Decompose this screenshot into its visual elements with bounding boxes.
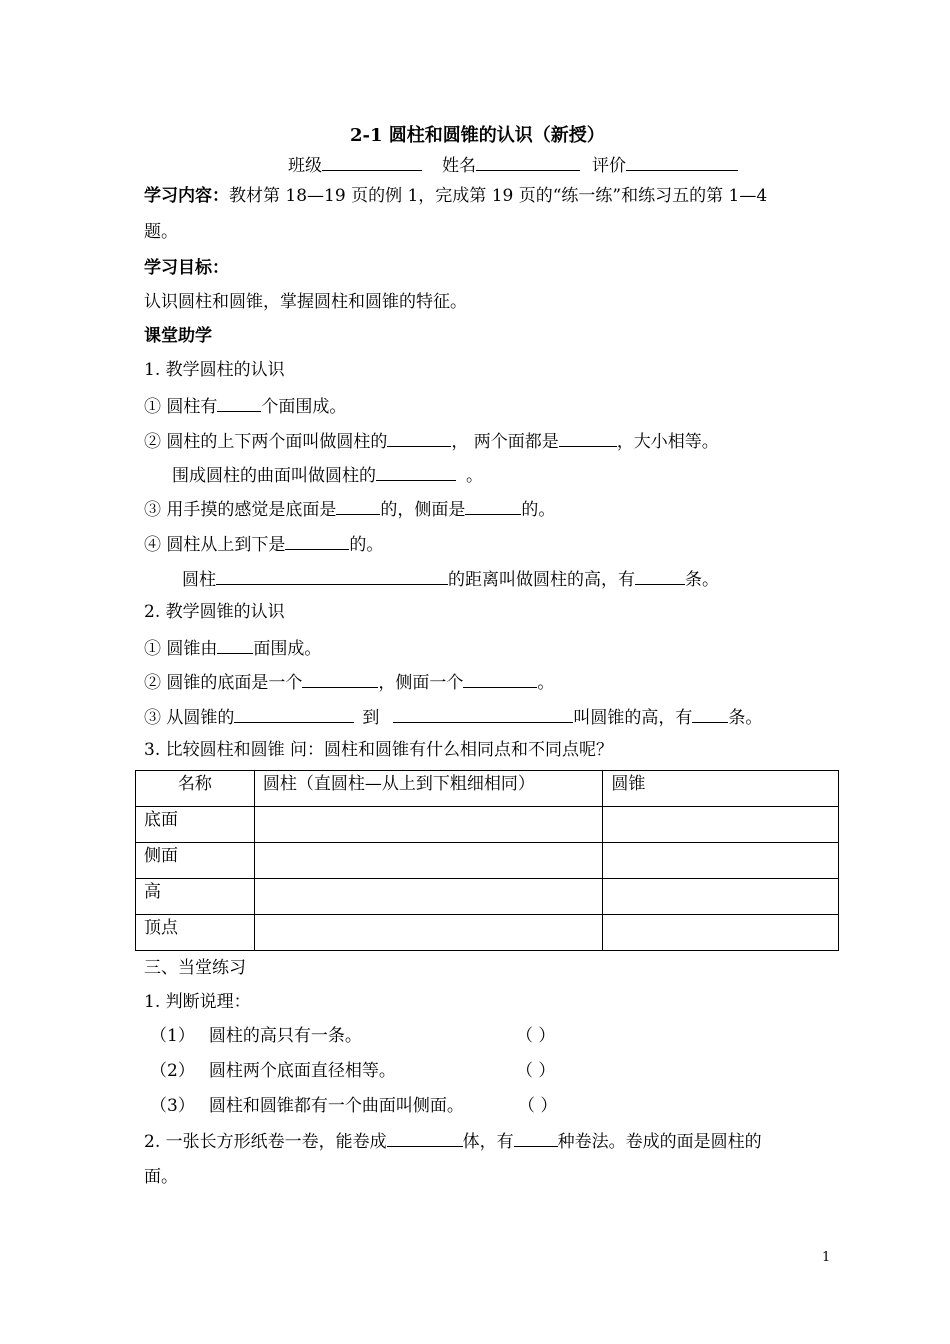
- compare-heading: 3. 比较圆柱和圆锥 问：圆柱和圆锥有什么相同点和不同点呢？: [144, 740, 614, 760]
- practice-q2-blank2[interactable]: [514, 1128, 558, 1147]
- judge-item: [150, 1024, 362, 1048]
- judge-answer-paren[interactable]: （ ）: [518, 1096, 558, 1116]
- cone-q1-text: ① 圆锥由: [144, 639, 218, 659]
- table-row: [136, 807, 839, 843]
- cone-q3-blank2[interactable]: [393, 704, 573, 723]
- table-cell-cone[interactable]: [603, 807, 839, 843]
- cylinder-q3-text-mid: 的，侧面是: [380, 500, 466, 520]
- table-row-label: 底面: [136, 807, 255, 843]
- table-cell-cylinder[interactable]: [254, 843, 602, 879]
- cone-q2-text-mid: ，侧面一个: [378, 673, 464, 693]
- page-number: 1: [822, 1250, 831, 1265]
- content-text: 教材第 18—19 页的例 1，完成第 19 页的“练一练”和练习五的第 1—4: [229, 186, 768, 206]
- cylinder-q4-blank2[interactable]: [216, 566, 448, 585]
- cone-q3-text-mid: 叫圆锥的高，有: [573, 708, 693, 728]
- content-line1: [144, 184, 767, 208]
- cone-q3: [144, 704, 762, 730]
- cone-q3-text: ③ 从圆锥的: [144, 708, 235, 728]
- cone-q1-text-end: 面围成。: [253, 639, 322, 659]
- cylinder-heading: 1. 教学圆柱的认识: [144, 360, 285, 380]
- cylinder-q1-text-end: 个面围成。: [261, 397, 347, 417]
- cylinder-q3-blank1[interactable]: [336, 496, 380, 515]
- judge-item: [150, 1059, 396, 1083]
- table-cell-cylinder[interactable]: [254, 807, 602, 843]
- practice-q2: [144, 1128, 762, 1154]
- cylinder-q4-second: [182, 566, 719, 592]
- table-cell-cone[interactable]: [603, 843, 839, 879]
- cone-q2-text-end: 。: [537, 673, 555, 693]
- cone-q1-blank[interactable]: [217, 635, 253, 654]
- table-row-label: 顶点: [136, 915, 255, 951]
- table-cell-cone[interactable]: [603, 879, 839, 915]
- cylinder-q4-text: ④ 圆柱从上到下是: [144, 535, 286, 555]
- table-header-row: [136, 771, 839, 807]
- cylinder-q1: [144, 393, 346, 419]
- cylinder-q3-text: ③ 用手摸的感觉是底面是: [144, 500, 337, 520]
- cone-q3-to: 到: [362, 708, 380, 728]
- cylinder-q4: [144, 531, 383, 557]
- cylinder-q3-blank2[interactable]: [465, 496, 521, 515]
- table-row: [136, 879, 839, 915]
- judge-item-number: （1）: [150, 1026, 195, 1046]
- page-title: 2-1 圆柱和圆锥的认识（新授）: [350, 125, 605, 146]
- compare-table: [135, 770, 839, 951]
- practice-q2-second: 面。: [144, 1167, 178, 1187]
- judge-item-number: （3）: [150, 1096, 195, 1116]
- table-header-cell: 圆锥: [603, 771, 839, 807]
- table-cell-cylinder[interactable]: [254, 879, 602, 915]
- table-row-label: 侧面: [136, 843, 255, 879]
- eval-blank[interactable]: [626, 152, 738, 171]
- cone-q3-blank3[interactable]: [692, 704, 728, 723]
- goal-text: 认识圆柱和圆锥，掌握圆柱和圆锥的特征。: [144, 292, 467, 312]
- cylinder-q4-height-text: 圆柱: [182, 570, 216, 590]
- cone-heading: 2. 教学圆锥的认识: [144, 602, 285, 622]
- table-header-cell: 名称: [136, 771, 255, 807]
- cylinder-q3: [144, 496, 555, 522]
- table-row: [136, 915, 839, 951]
- table-cell-cylinder[interactable]: [254, 915, 602, 951]
- content-label: 学习内容：: [144, 186, 229, 206]
- cone-q3-text-end: 条。: [728, 708, 763, 728]
- cylinder-q2-curved-text: 围成圆柱的曲面叫做圆柱的: [172, 466, 376, 486]
- name-blank[interactable]: [476, 152, 580, 171]
- cylinder-q2-text-end: ，大小相等。: [616, 432, 719, 452]
- cone-q2-text: ② 圆锥的底面是一个: [144, 673, 303, 693]
- cylinder-q2-text-mid: ， 两个面都是: [451, 432, 559, 452]
- judge-item-text: 圆柱两个底面直径相等。: [208, 1061, 396, 1081]
- cone-q2-blank2[interactable]: [463, 669, 537, 688]
- cylinder-q4-height-mid: 的距离叫做圆柱的高，有: [448, 570, 635, 590]
- section-help-heading: 课堂助学: [144, 326, 212, 346]
- cylinder-q2-blank3[interactable]: [376, 462, 456, 481]
- cylinder-q2: [144, 428, 719, 454]
- judge-item-text: 圆柱和圆锥都有一个曲面叫侧面。: [208, 1096, 464, 1116]
- class-label: 班级: [288, 156, 322, 176]
- cone-q3-blank1[interactable]: [234, 704, 354, 723]
- judge-answer-paren[interactable]: （ ）: [516, 1061, 556, 1081]
- cylinder-q1-text: ① 圆柱有: [144, 397, 218, 417]
- practice-q2-blank1[interactable]: [387, 1128, 463, 1147]
- cylinder-q4-blank3[interactable]: [635, 566, 685, 585]
- cylinder-q4-height-end: 条。: [685, 570, 719, 590]
- class-blank[interactable]: [322, 152, 422, 171]
- cylinder-q2-second: [172, 462, 483, 488]
- practice-q2-text-mid: 体，有: [462, 1132, 514, 1152]
- cylinder-q4-text-end: 的。: [349, 535, 384, 555]
- cylinder-q2-blank2[interactable]: [559, 428, 617, 447]
- cylinder-q2-blank1[interactable]: [387, 428, 451, 447]
- table-header-cell: 圆柱（直圆柱—从上到下粗细相同）: [254, 771, 602, 807]
- cylinder-q4-blank1[interactable]: [285, 531, 349, 550]
- judge-item-number: （2）: [150, 1061, 195, 1081]
- goal-label: 学习目标：: [144, 258, 229, 278]
- practice-heading: 三、当堂练习: [144, 958, 246, 978]
- content-line2: 题。: [144, 222, 178, 242]
- table-row-label: 高: [136, 879, 255, 915]
- practice-q2-text: 2. 一张长方形纸卷一卷，能卷成: [144, 1132, 387, 1152]
- cylinder-q1-blank[interactable]: [217, 393, 261, 412]
- name-label: 姓名: [442, 156, 476, 176]
- cone-q2-blank1[interactable]: [302, 669, 378, 688]
- cone-q2: [144, 669, 554, 695]
- cone-q1: [144, 635, 321, 661]
- cylinder-q3-text-end: 的。: [521, 500, 556, 520]
- eval-label: 评价: [592, 156, 626, 176]
- judge-item-text: 圆柱的高只有一条。: [208, 1026, 362, 1046]
- cylinder-q2-text: ② 圆柱的上下两个面叫做圆柱的: [144, 432, 388, 452]
- judge-answer-paren[interactable]: （ ）: [516, 1026, 556, 1046]
- practice-q2-text-end: 种卷法。卷成的面是圆柱的: [557, 1132, 762, 1152]
- judge-item: [150, 1094, 464, 1118]
- header-fields: [288, 152, 738, 178]
- cylinder-q2-period: 。: [466, 466, 483, 486]
- table-cell-cone[interactable]: [603, 915, 839, 951]
- table-row: [136, 843, 839, 879]
- judge-heading: 1. 判断说理：: [144, 992, 251, 1012]
